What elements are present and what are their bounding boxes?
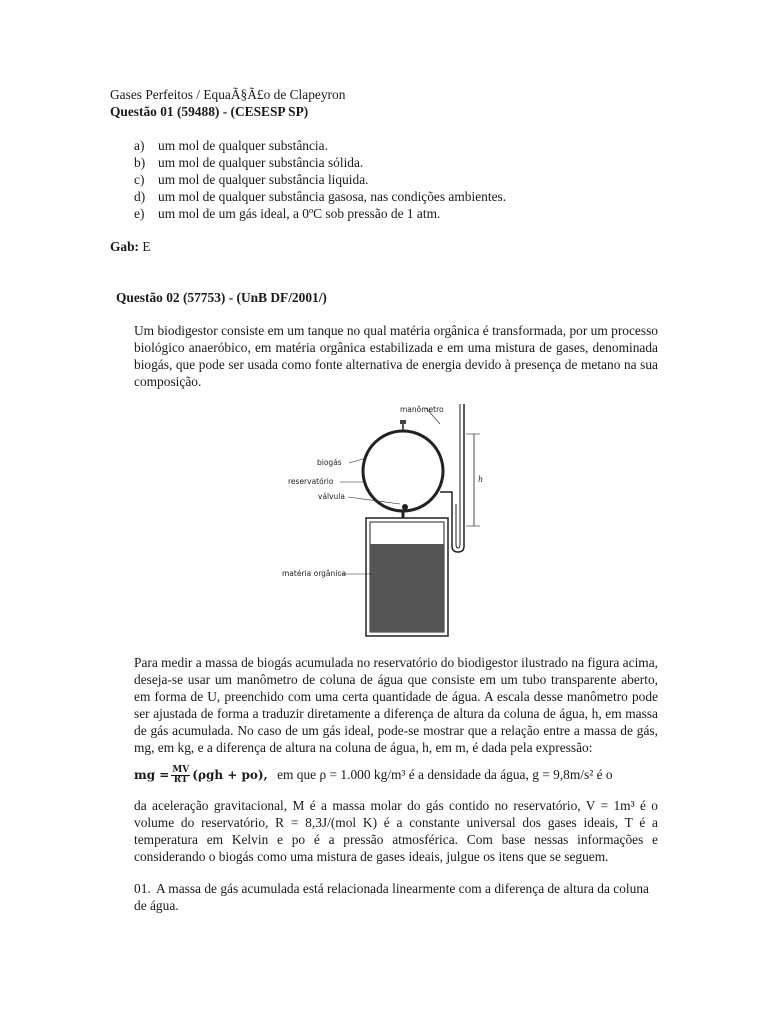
label-h: h (478, 475, 484, 484)
manometer-tube (452, 404, 464, 552)
option-letter: e) (134, 206, 145, 221)
formula-rhs: (ρgh + po), (192, 768, 268, 783)
answer-key (110, 238, 151, 255)
label-reservatorio: reservatório (288, 477, 334, 486)
option-e (134, 205, 440, 222)
question-2-intro: Um biodigestor consiste em um tanque no qual matéria orgânica é transformada, por um processo biológico anaeróbico, em matéria orgânica estabilizada e em uma mistura de gases, denominada biogás, que pode ser usada como fonte alternativa de energia devido à presença de metano na sua composição. (134, 323, 658, 389)
question-1-title: Questão 01 (59488) - (CESESP SP) (110, 104, 309, 119)
option-c (134, 171, 368, 188)
option-text: um mol de qualquer substância. (158, 138, 328, 153)
valve-icon (402, 504, 408, 510)
option-letter: a) (134, 138, 145, 153)
question-2-body: Para medir a massa de biogás acumulada no reservatório do biodigestor ilustrado na figura acima, deseja-se usar um manômetro de coluna de água que consiste em um tubo transparente aberto, em forma de U, preenchido com uma certa quantidade de água. A escala desse manômetro pode ser ajustada de forma a traduzir diretamente a diferença de altura da coluna de água, h, em massa de gás acumulada. No caso de um gás ideal, pode-se mostrar que a relação entre a massa de gás, mg, em kg, e a diferença de altura na coluna de água, h, em m, é dada pela expressão: (134, 655, 658, 755)
label-biogas: biogás (317, 458, 342, 467)
formula-fraction (171, 766, 190, 785)
item-number: 01. (134, 881, 151, 896)
question-2-body-continued: da aceleração gravitacional, M é a massa molar do gás contido no reservatório, V = 1m³ é o volume do reservatório, R = 8,3J/(mol K) é a constante universal dos gases ideais, T é a temperatura em Kelvin e po é a pressão atmosférica. Com base nessas informações e considerando o biogás como uma mistura de gases ideais, julgue os itens que se seguem. (134, 798, 658, 864)
formula-line (134, 766, 658, 785)
option-d (134, 188, 506, 205)
label-valvula: válvula (318, 492, 345, 501)
topic-heading: Gases Perfeitos / EquaÃ§Ã£o de Clapeyron (110, 87, 346, 102)
list-item (134, 880, 658, 914)
option-text: um mol de qualquer substância liquida. (158, 172, 369, 187)
option-b (134, 154, 363, 171)
biodigestor-diagram (280, 398, 486, 642)
option-letter: d) (134, 189, 146, 204)
option-text: um mol de qualquer substância sólida. (158, 155, 364, 170)
label-materia: matéria orgânica (282, 569, 347, 578)
formula-numerator: MV (172, 765, 190, 776)
option-text: um mol de qualquer substância gasosa, nas condições ambientes. (158, 189, 507, 204)
mass-formula (134, 766, 268, 785)
formula-explanation: em que ρ = 1.000 kg/m³ é a densidade da água, g = 9,8m/s² é o (277, 767, 613, 782)
biodigestor-figure (280, 398, 486, 642)
option-letter: b) (134, 155, 146, 170)
formula-denominator: RT (173, 775, 188, 786)
answer-key-label: Gab: (110, 239, 140, 254)
formula-lhs: mg = (134, 768, 170, 783)
option-a (134, 137, 328, 154)
organic-matter-fill (370, 544, 444, 632)
option-letter: c) (134, 172, 145, 187)
answer-key-value: E (142, 239, 151, 254)
label-manometro: manômetro (400, 405, 444, 414)
option-text: um mol de um gás ideal, a 0ºC sob pressão de 1 atm. (158, 206, 441, 221)
item-text: A massa de gás acumulada está relacionada linearmente com a diferença de altura da coluna de água. (134, 881, 649, 913)
reservoir-circle (363, 431, 443, 511)
question-2-title: Questão 02 (57753) - (UnB DF/2001/) (116, 290, 327, 305)
